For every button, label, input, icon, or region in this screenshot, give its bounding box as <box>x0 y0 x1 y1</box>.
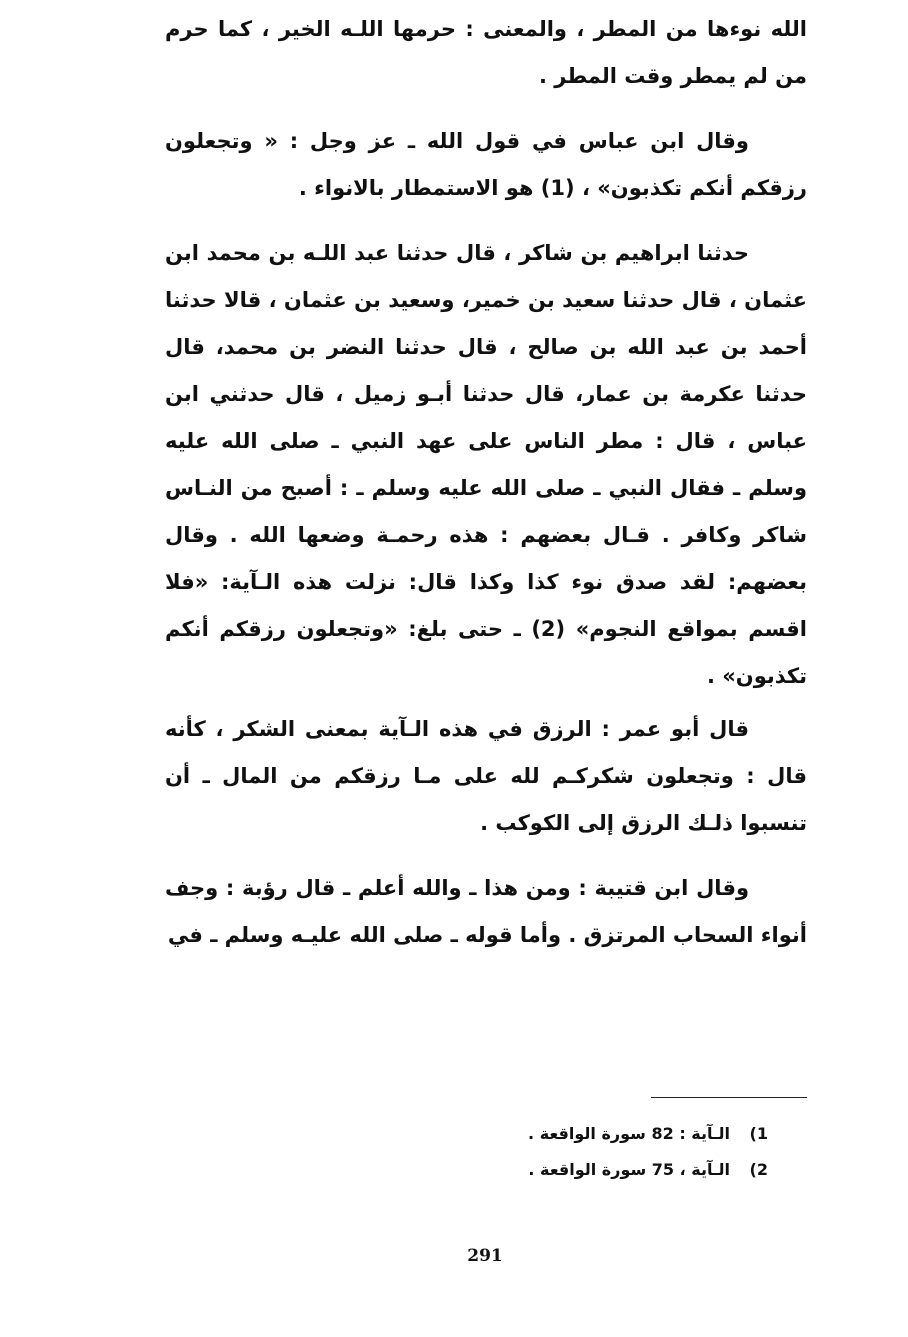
paragraph-3: حدثنا ابراهيم بن شاكر ، قال حدثنا عبد اللـه بن محمد ابن عثمان ، قال حدثنا سعيد بن خمير، وسعيد بن عثمان ، قالا حدثنا أحمد بن عبد الله بن صالح ، قال حدثنا النضر بن محمد، قال حدثنا عكرمة بن عمار، قال حدثنا أبـو زميل ، قال حدثني ابن عباس ، قال : مطر الناس على عهد النبي ـ صلى الله عليه وسلم ـ فقال النبي ـ صلى الله عليه وسلم ـ : أصبح من النـاس شاكر وكافر . قـال بعضهم : هذه رحمـة وضعها الله . وقال بعضهم: لقد صدق نوء كذا وكذا قال: نزلت هذه الـآية: «فلا اقسم بمواقع النجوم» (2) ـ حتى بلغ: «وتجعلون رزقكم أنكم تكذبون» . <box>165 241 807 688</box>
footnote-1-number: 1) <box>749 1124 768 1143</box>
footnote-2 <box>400 1152 768 1188</box>
paragraph-1: الله نوءها من المطر ، والمعنى : حرمها اللـه الخير ، كما حرم من لم يمطر وقت المطر . <box>165 17 807 88</box>
footnote-2-number: 2) <box>749 1160 768 1179</box>
footnotes <box>400 1116 768 1188</box>
footnote-1 <box>400 1116 768 1152</box>
footnote-2-text: الـآية ، 75 سورة الواقعة . <box>528 1160 730 1179</box>
footnote-1-text: الـآية : 82 سورة الواقعة . <box>528 1124 730 1143</box>
paragraph-5: وقال ابن قتيبة : ومن هذا ـ والله أعلم ـ قال رؤبة : وجف أنواء السحاب المرتزق . وأما قوله ـ صلى الله عليـه وسلم ـ في <box>165 876 807 947</box>
footnote-divider <box>651 1097 807 1098</box>
paragraph-2: وقال ابن عباس في قول الله ـ عز وجل : « وتجعلون رزقكم أنكم تكذبون» ، (1) هو الاستمطار بالانواء . <box>165 129 807 200</box>
main-text <box>165 6 807 959</box>
paragraph-4: قال أبو عمر : الرزق في هذه الـآية بمعنى الشكر ، كأنه قال : وتجعلون شكركـم لله على مـا رزقكم من المال ـ أن تنسبوا ذلـك الرزق إلى الكوكب . <box>165 717 807 835</box>
page-number: 291 <box>467 1246 503 1266</box>
